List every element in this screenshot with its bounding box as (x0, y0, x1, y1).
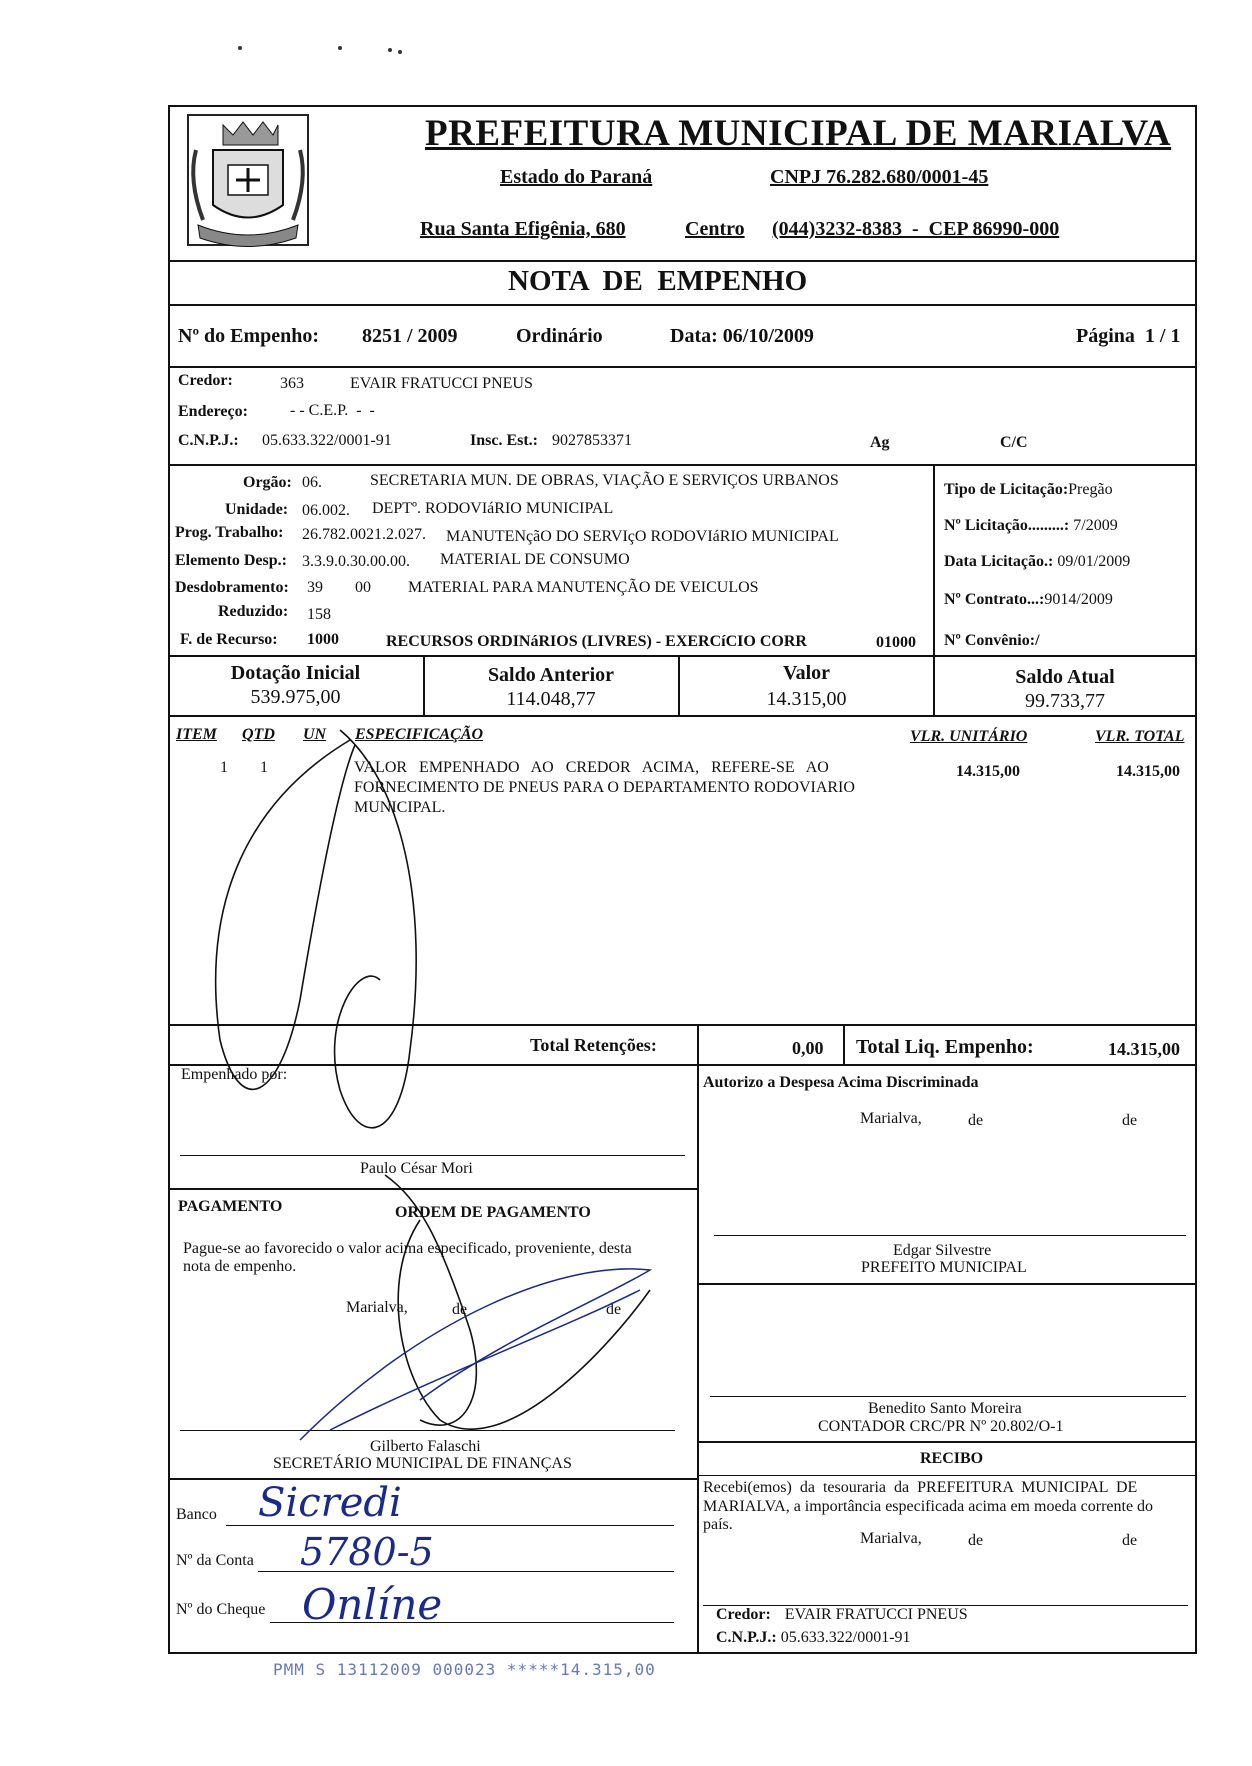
header-state: Estado do Paraná (500, 166, 653, 188)
recibo-city: Marialva, (860, 1530, 922, 1547)
prog-label: Prog. Trabalho: (175, 524, 284, 541)
secretario-role: SECRETÁRIO MUNICIPAL DE FINANÇAS (273, 1455, 572, 1472)
contador-role: CONTADOR CRC/PR Nº 20.802/O-1 (818, 1418, 1064, 1435)
desd-code: 39 (307, 579, 323, 596)
header-street: Rua Santa Efigênia, 680 (420, 218, 626, 240)
tipo-licitacao-label: Tipo de Licitação: (944, 481, 1069, 498)
conta-value[interactable]: 5780-5 (300, 1530, 434, 1574)
fonte-extra-code: 01000 (876, 634, 916, 651)
recibo-credor-value: EVAIR FRATUCCI PNEUS (784, 1606, 968, 1623)
recibo-label: RECIBO (920, 1450, 984, 1467)
saldo-anterior-label: Saldo Anterior (487, 664, 615, 686)
pagamento-city: Marialva, (346, 1299, 408, 1316)
cheque-label: Nº do Cheque (176, 1601, 266, 1618)
saldo-atual-value: 99.733,77 (1025, 690, 1105, 712)
dotacao-value: 539.975,00 (250, 686, 341, 708)
ag-label: Ag (870, 434, 890, 451)
credor-label: Credor: (178, 372, 233, 389)
num-licitacao-label: Nº Licitação.........: (944, 517, 1070, 534)
recibo-cnpj-value: 05.633.322/0001-91 (780, 1629, 911, 1646)
autorizo-de1: de (968, 1112, 984, 1129)
empenhado-name: Paulo César Mori (360, 1160, 473, 1177)
unidade-code: 06.002. (302, 502, 350, 519)
item-qtd: 1 (260, 759, 268, 776)
document-title: NOTA DE EMPENHO (508, 265, 808, 297)
liq-empenho-value: 14.315,00 (1108, 1039, 1180, 1059)
contador-name: Benedito Santo Moreira (868, 1400, 1022, 1417)
credor-code: 363 (280, 375, 304, 392)
header-district: Centro (685, 218, 745, 240)
cheque-value[interactable]: Onlíne (302, 1580, 443, 1629)
header-title: PREFEITURA MUNICIPAL DE MARIALVA (425, 113, 1172, 154)
item-desc-line2: FORNECIMENTO DE PNEUS PARA O DEPARTAMENTO RODOVIARIO (354, 779, 855, 796)
banco-label: Banco (176, 1506, 217, 1523)
empenhado-label: Empenhado por: (181, 1066, 288, 1083)
header-phone: (044)3232-8383 - CEP 86990-000 (772, 218, 1060, 240)
retencoes-label: Total Retenções: (530, 1035, 657, 1055)
autorizo-city: Marialva, (860, 1110, 922, 1127)
recibo-cnpj-label: C.N.P.J.: (716, 1629, 777, 1646)
col-un-header: UN (303, 726, 327, 743)
elem-desc: MATERIAL DE CONSUMO (440, 551, 630, 568)
contrato-value: 9014/2009 (1044, 591, 1113, 608)
reduzido-code: 158 (307, 606, 331, 623)
col-unit-header: VLR. UNITÁRIO (910, 728, 1028, 745)
dotacao-label: Dotação Inicial (230, 662, 361, 684)
contrato-label: Nº Contrato...: (944, 591, 1045, 608)
data-licitacao-label: Data Licitação.: (944, 553, 1054, 570)
num-licitacao-value: 7/2009 (1073, 517, 1118, 534)
autorizo-label: Autorizo a Despesa Acima Discriminada (703, 1074, 979, 1091)
conta-label: Nº da Conta (176, 1552, 254, 1569)
empenho-number: 8251 / 2009 (362, 325, 458, 347)
saldo-atual-label: Saldo Atual (1015, 666, 1115, 688)
orgao-code: 06. (302, 474, 322, 491)
orgao-label: Orgão: (243, 474, 292, 491)
pagamento-de2: de (606, 1301, 622, 1318)
recibo-text1: Recebi(emos) da tesouraria da PREFEITURA MUNICIPAL DE (703, 1479, 1138, 1496)
endereco-value: - - C.E.P. - - (290, 402, 375, 419)
desd-desc: MATERIAL PARA MANUTENÇÃO DE VEICULOS (408, 579, 759, 596)
liq-empenho-label: Total Liq. Empenho: (856, 1036, 1034, 1058)
recibo-cnpj (716, 1629, 911, 1647)
elem-code: 3.3.9.0.30.00.00. (302, 553, 410, 570)
empenho-number-label: Nº do Empenho: (178, 325, 320, 347)
item-number: 1 (220, 759, 228, 776)
prog-code: 26.782.0021.2.027. (302, 526, 426, 543)
fonte-code: 1000 (307, 631, 339, 648)
header-cnpj: CNPJ 76.282.680/0001-45 (770, 166, 989, 188)
reduzido-label: Reduzido: (218, 603, 289, 620)
insc-label: Insc. Est.: (470, 432, 539, 449)
empenho-type: Ordinário (516, 325, 603, 347)
fonte-label: F. de Recurso: (180, 631, 278, 648)
retencoes-value: 0,00 (792, 1038, 824, 1058)
secretario-name: Gilberto Falaschi (370, 1438, 481, 1455)
empenho-page: Página 1 / 1 (1076, 325, 1181, 347)
cnpj-value: 05.633.322/0001-91 (262, 432, 392, 449)
col-qtd-header: QTD (242, 726, 275, 743)
banco-value[interactable]: Sicredi (258, 1480, 402, 1526)
pagamento-label: PAGAMENTO (178, 1198, 283, 1215)
empenho-date: Data: 06/10/2009 (670, 325, 814, 347)
desd-code2: 00 (355, 579, 371, 596)
fonte-desc: RECURSOS ORDINáRIOS (LIVRES) - EXERCíCIO CORR (386, 633, 807, 650)
recibo-text2: MARIALVA, a importância especificada acima em moeda corrente do (703, 1498, 1154, 1515)
recibo-de1: de (968, 1532, 984, 1549)
ordem-pagamento-label: ORDEM DE PAGAMENTO (395, 1204, 591, 1221)
elem-label: Elemento Desp.: (175, 552, 287, 569)
item-desc-line3: MUNICIPAL. (354, 799, 446, 816)
recibo-de2: de (1122, 1532, 1138, 1549)
item-desc-line1: VALOR EMPENHADO AO CREDOR ACIMA, REFERE-SE AO (354, 759, 829, 776)
recibo-text3: país. (703, 1516, 733, 1533)
prefeito-role: PREFEITO MUNICIPAL (861, 1259, 1027, 1276)
item-unit-value: 14.315,00 (956, 763, 1020, 780)
valor-value: 14.315,00 (766, 688, 847, 710)
valor-label: Valor (782, 662, 831, 684)
convenio: Nº Convênio:/ (944, 632, 1040, 649)
tipo-licitacao (944, 481, 1113, 499)
pagamento-de1: de (452, 1301, 468, 1318)
col-esp-header: ESPECIFICAÇÃO (355, 726, 484, 743)
payment-stamp: PMM S 13112009 000023 *****14.315,00 (273, 1660, 656, 1679)
num-licitacao (944, 517, 1118, 535)
endereco-label: Endereço: (178, 403, 248, 420)
saldo-anterior-value: 114.048,77 (506, 688, 596, 710)
desd-label: Desdobramento: (175, 579, 289, 596)
tipo-licitacao-value: Pregão (1068, 481, 1113, 498)
col-item-header: ITEM (176, 726, 217, 743)
col-total-header: VLR. TOTAL (1095, 728, 1185, 745)
item-total-value: 14.315,00 (1116, 763, 1180, 780)
orgao-desc: SECRETARIA MUN. DE OBRAS, VIAÇÃO E SERVIÇOS URBANOS (370, 472, 839, 489)
autorizo-de2: de (1122, 1112, 1138, 1129)
credor-name: EVAIR FRATUCCI PNEUS (350, 375, 533, 392)
recibo-credor (716, 1606, 968, 1624)
insc-value: 9027853371 (552, 432, 632, 449)
municipal-crest (178, 110, 318, 255)
data-licitacao (944, 553, 1130, 571)
cc-label: C/C (1000, 434, 1028, 451)
contrato (944, 591, 1113, 609)
prog-desc: MANUTENçãO DO SERVIçO RODOVIáRIO MUNICIPAL (446, 528, 839, 545)
prefeito-name: Edgar Silvestre (893, 1242, 992, 1259)
pagamento-text1: Pague-se ao favorecido o valor acima especificado, proveniente, desta (183, 1240, 632, 1257)
cnpj-label: C.N.P.J.: (178, 432, 239, 449)
unidade-label: Unidade: (225, 501, 289, 518)
unidade-desc: DEPTº. RODOVIáRIO MUNICIPAL (372, 500, 614, 517)
pagamento-text2: nota de empenho. (183, 1258, 297, 1275)
recibo-credor-label: Credor: (716, 1606, 771, 1623)
data-licitacao-value: 09/01/2009 (1057, 553, 1131, 570)
